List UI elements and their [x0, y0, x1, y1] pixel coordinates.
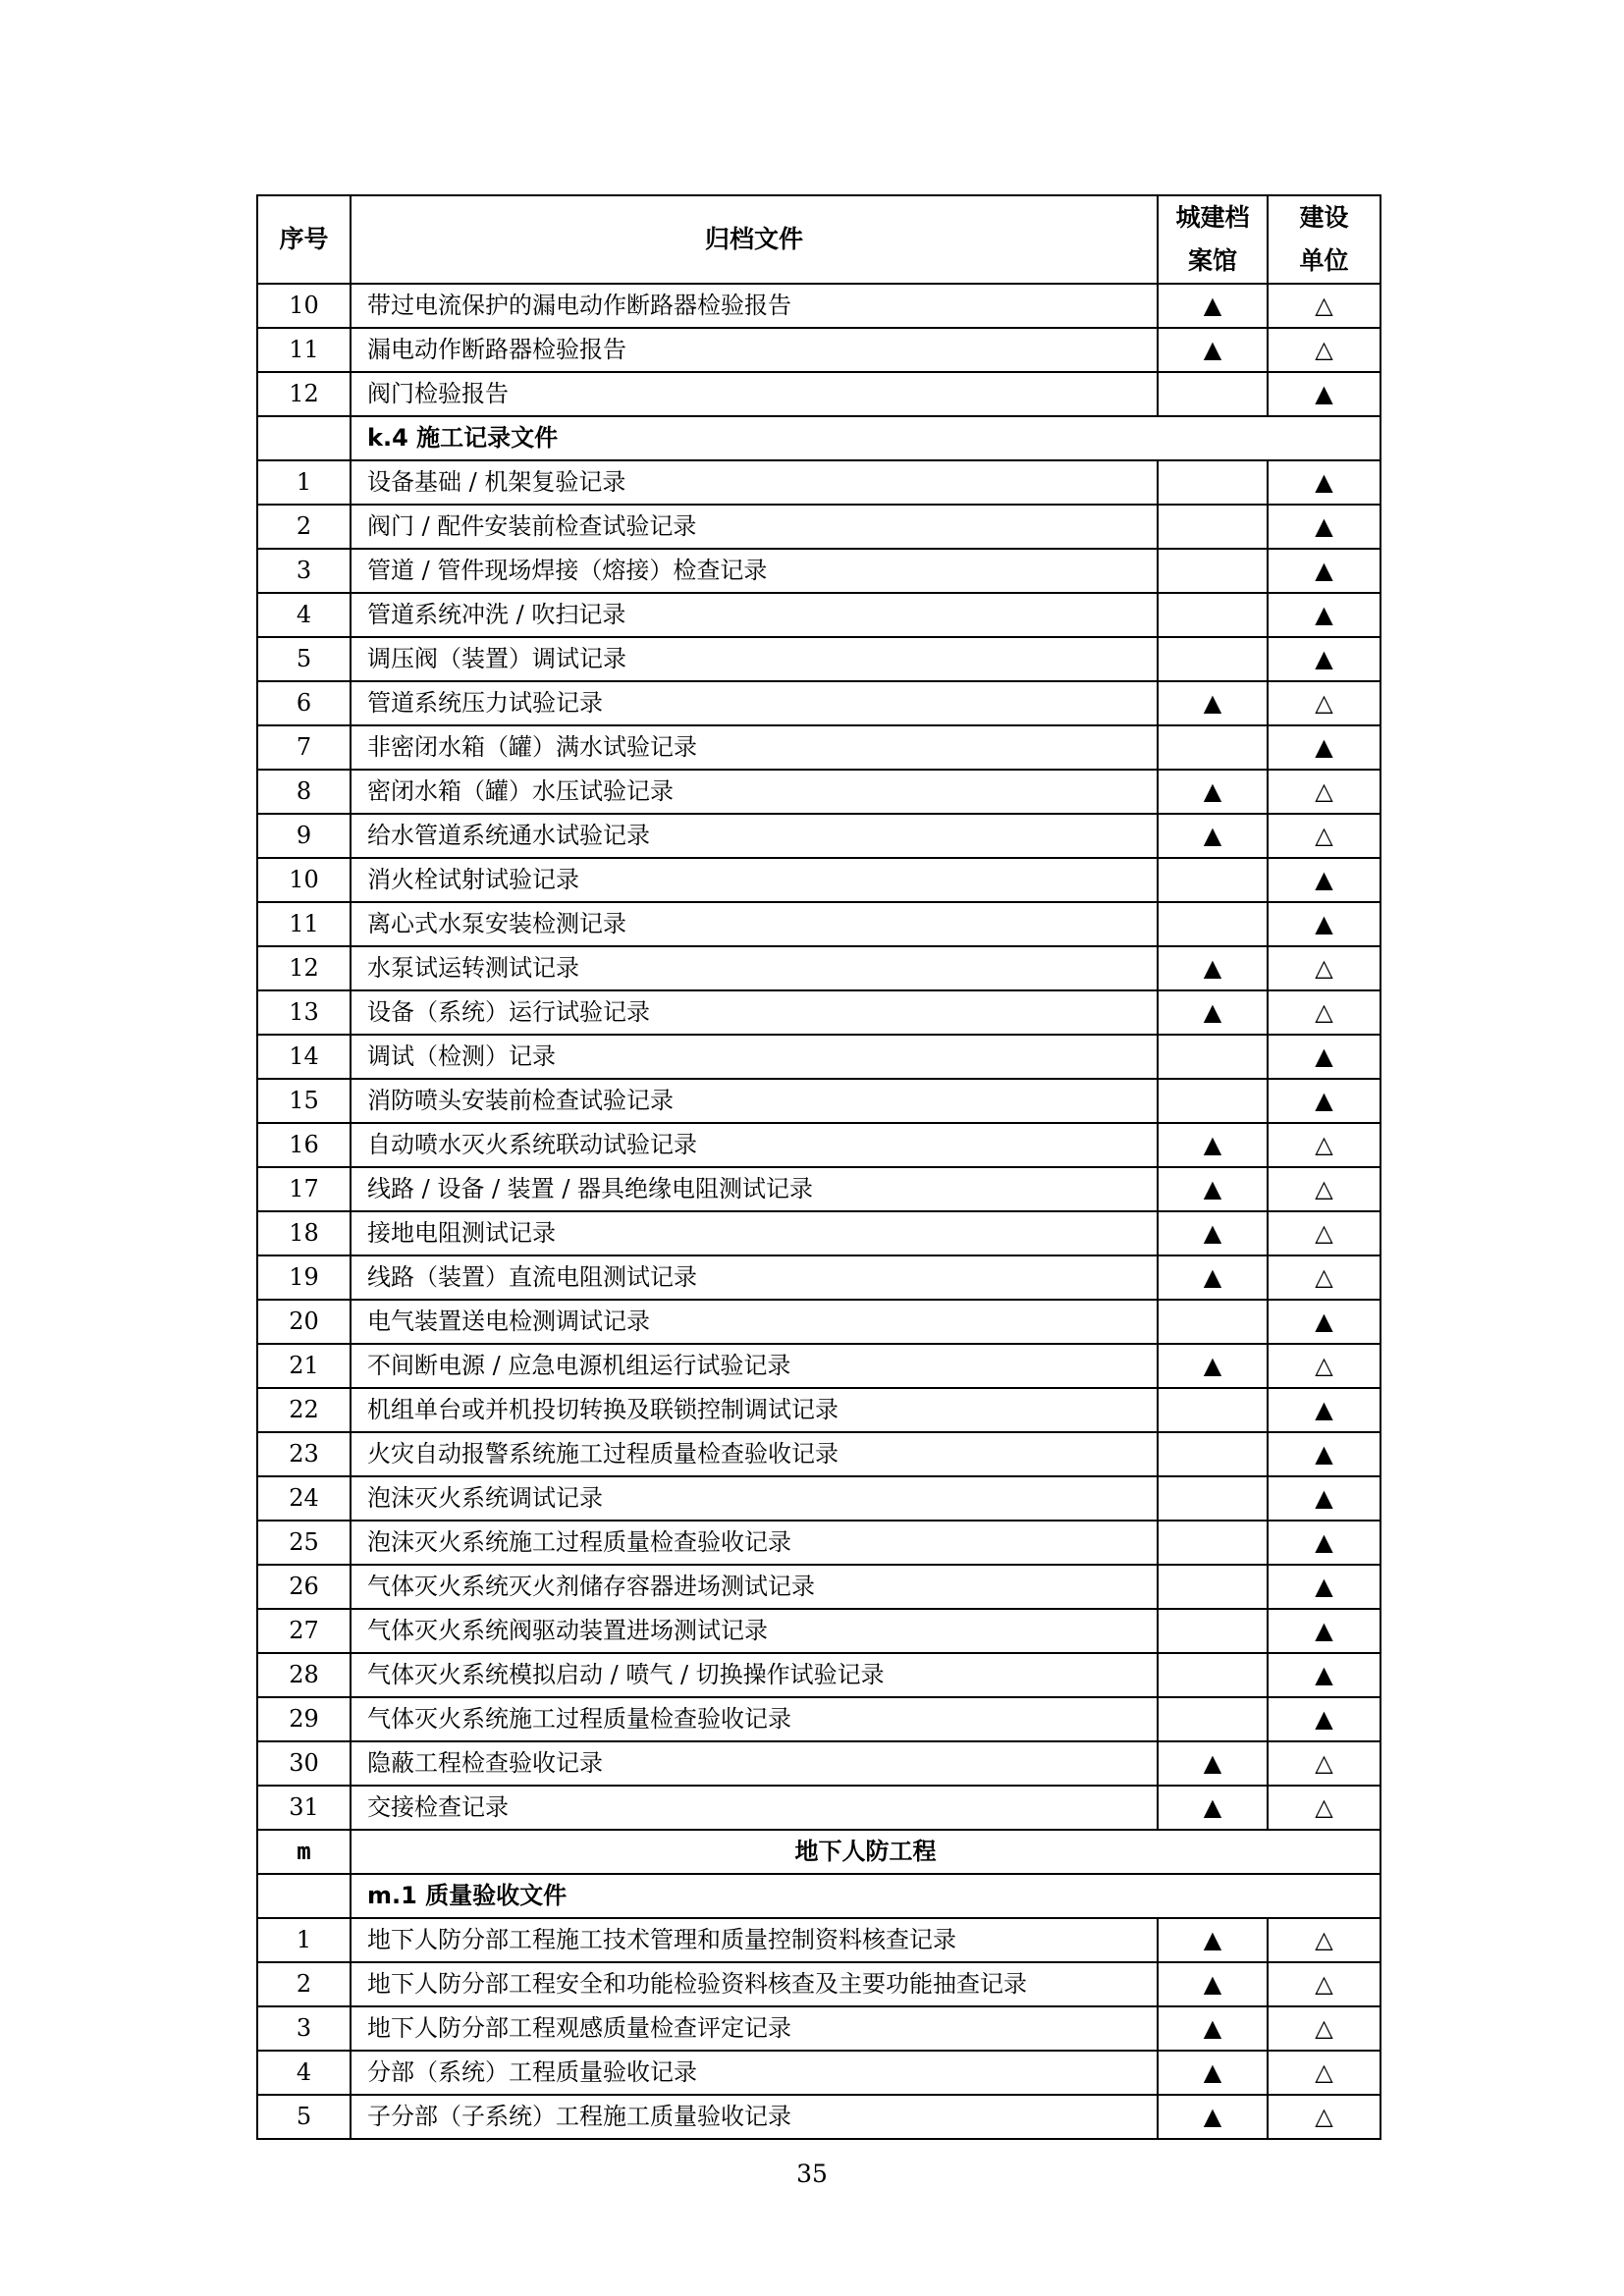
table-row — [257, 1300, 1380, 1344]
row-archive-mark — [1158, 1521, 1268, 1565]
row-unit-mark: ▲ — [1268, 637, 1380, 681]
row-archive-mark — [1158, 1035, 1268, 1079]
row-number: 12 — [257, 372, 351, 416]
row-file-name: 水泵试运转测试记录 — [351, 946, 1158, 990]
row-unit-mark: ▲ — [1268, 549, 1380, 593]
row-number: 27 — [257, 1609, 351, 1653]
row-number: 30 — [257, 1741, 351, 1786]
row-number: 22 — [257, 1388, 351, 1432]
row-file-name: 电气装置送电检测调试记录 — [351, 1300, 1158, 1344]
row-unit-mark: △ — [1268, 2051, 1380, 2095]
row-archive-mark — [1158, 549, 1268, 593]
row-unit-mark: ▲ — [1268, 1653, 1380, 1697]
row-unit-mark: △ — [1268, 1962, 1380, 2006]
table-row — [257, 1211, 1380, 1255]
table-row — [257, 2095, 1380, 2139]
row-number: 3 — [257, 2006, 351, 2051]
row-number: 4 — [257, 2051, 351, 2095]
row-number: 3 — [257, 549, 351, 593]
header-archive — [1158, 195, 1268, 284]
row-number: 20 — [257, 1300, 351, 1344]
row-unit-mark: ▲ — [1268, 1609, 1380, 1653]
row-file-name: 离心式水泵安装检测记录 — [351, 902, 1158, 946]
row-file-name: 气体灭火系统灭火剂储存容器进场测试记录 — [351, 1565, 1158, 1609]
row-number: 12 — [257, 946, 351, 990]
row-unit-mark: ▲ — [1268, 505, 1380, 549]
row-number: 31 — [257, 1786, 351, 1830]
table-row — [257, 1786, 1380, 1830]
row-file-name: 线路（装置）直流电阻测试记录 — [351, 1255, 1158, 1300]
row-number: 10 — [257, 858, 351, 902]
row-file-name: 地下人防分部工程施工技术管理和质量控制资料核查记录 — [351, 1918, 1158, 1962]
header-unit-line2: 单位 — [1299, 246, 1349, 275]
table-header-row — [257, 195, 1380, 284]
row-file-name: 管道系统冲洗 / 吹扫记录 — [351, 593, 1158, 637]
table-row — [257, 1432, 1380, 1476]
section-title: k.4 施工记录文件 — [351, 416, 1380, 460]
table-row — [257, 2051, 1380, 2095]
row-archive-mark: ▲ — [1158, 770, 1268, 814]
row-archive-mark: ▲ — [1158, 946, 1268, 990]
table-row — [257, 505, 1380, 549]
row-file-name: 给水管道系统通水试验记录 — [351, 814, 1158, 858]
row-number: 17 — [257, 1167, 351, 1211]
row-archive-mark: ▲ — [1158, 1962, 1268, 2006]
row-file-name: 线路 / 设备 / 装置 / 器具绝缘电阻测试记录 — [351, 1167, 1158, 1211]
row-archive-mark — [1158, 593, 1268, 637]
row-number: 6 — [257, 681, 351, 725]
division-title: 地下人防工程 — [351, 1830, 1380, 1874]
row-number: 28 — [257, 1653, 351, 1697]
header-file: 归档文件 — [351, 195, 1158, 284]
row-number: 11 — [257, 328, 351, 372]
table-row — [257, 1476, 1380, 1521]
row-archive-mark — [1158, 1565, 1268, 1609]
row-unit-mark: ▲ — [1268, 725, 1380, 770]
row-number: 14 — [257, 1035, 351, 1079]
row-unit-mark: △ — [1268, 328, 1380, 372]
row-unit-mark: △ — [1268, 2095, 1380, 2139]
row-unit-mark: ▲ — [1268, 1432, 1380, 1476]
row-unit-mark: ▲ — [1268, 1565, 1380, 1609]
table-row — [257, 284, 1380, 328]
row-unit-mark: △ — [1268, 1167, 1380, 1211]
table-row — [257, 2006, 1380, 2051]
row-number: 1 — [257, 1918, 351, 1962]
table-row — [257, 460, 1380, 505]
row-file-name: 带过电流保护的漏电动作断路器检验报告 — [351, 284, 1158, 328]
header-archive-line2: 案馆 — [1187, 246, 1237, 275]
row-unit-mark: △ — [1268, 2006, 1380, 2051]
row-archive-mark — [1158, 1388, 1268, 1432]
table-row — [257, 593, 1380, 637]
row-unit-mark: ▲ — [1268, 372, 1380, 416]
row-file-name: 密闭水箱（罐）水压试验记录 — [351, 770, 1158, 814]
row-archive-mark — [1158, 1653, 1268, 1697]
row-file-name: 隐蔽工程检查验收记录 — [351, 1741, 1158, 1786]
row-number: 26 — [257, 1565, 351, 1609]
row-unit-mark: ▲ — [1268, 902, 1380, 946]
row-unit-mark: △ — [1268, 1123, 1380, 1167]
row-archive-mark: ▲ — [1158, 814, 1268, 858]
row-unit-mark: ▲ — [1268, 460, 1380, 505]
table-row — [257, 946, 1380, 990]
row-file-name: 接地电阻测试记录 — [351, 1211, 1158, 1255]
division-code: m — [257, 1830, 351, 1874]
row-number: 2 — [257, 1962, 351, 2006]
row-number: 1 — [257, 460, 351, 505]
table-row — [257, 328, 1380, 372]
row-number: 13 — [257, 990, 351, 1035]
row-archive-mark: ▲ — [1158, 1918, 1268, 1962]
table-row — [257, 1653, 1380, 1697]
table-row — [257, 637, 1380, 681]
row-number: 5 — [257, 637, 351, 681]
row-unit-mark: ▲ — [1268, 858, 1380, 902]
page-number: 35 — [796, 2160, 828, 2188]
row-archive-mark: ▲ — [1158, 284, 1268, 328]
section-empty-cell — [257, 416, 351, 460]
table-row — [257, 1388, 1380, 1432]
row-number: 11 — [257, 902, 351, 946]
table-row — [257, 1079, 1380, 1123]
row-number: 10 — [257, 284, 351, 328]
row-file-name: 泡沫灭火系统施工过程质量检查验收记录 — [351, 1521, 1158, 1565]
row-unit-mark: △ — [1268, 1741, 1380, 1786]
table-row — [257, 1697, 1380, 1741]
row-unit-mark: ▲ — [1268, 1388, 1380, 1432]
row-file-name: 阀门检验报告 — [351, 372, 1158, 416]
section-title: m.1 质量验收文件 — [351, 1874, 1380, 1918]
row-archive-mark: ▲ — [1158, 2051, 1268, 2095]
row-archive-mark: ▲ — [1158, 1123, 1268, 1167]
row-archive-mark: ▲ — [1158, 1741, 1268, 1786]
table-row — [257, 902, 1380, 946]
header-unit — [1268, 195, 1380, 284]
table-row — [257, 549, 1380, 593]
row-archive-mark — [1158, 858, 1268, 902]
row-number: 5 — [257, 2095, 351, 2139]
row-archive-mark: ▲ — [1158, 2095, 1268, 2139]
row-archive-mark: ▲ — [1158, 990, 1268, 1035]
row-file-name: 地下人防分部工程观感质量检查评定记录 — [351, 2006, 1158, 2051]
row-file-name: 气体灭火系统模拟启动 / 喷气 / 切换操作试验记录 — [351, 1653, 1158, 1697]
row-archive-mark: ▲ — [1158, 1211, 1268, 1255]
row-unit-mark: △ — [1268, 1786, 1380, 1830]
table-row — [257, 1521, 1380, 1565]
section-row — [257, 1874, 1380, 1918]
row-file-name: 调试（检测）记录 — [351, 1035, 1158, 1079]
row-number: 15 — [257, 1079, 351, 1123]
row-archive-mark — [1158, 505, 1268, 549]
row-file-name: 子分部（子系统）工程施工质量验收记录 — [351, 2095, 1158, 2139]
section-empty-cell — [257, 1874, 351, 1918]
table-row — [257, 372, 1380, 416]
row-file-name: 不间断电源 / 应急电源机组运行试验记录 — [351, 1344, 1158, 1388]
row-file-name: 地下人防分部工程安全和功能检验资料核查及主要功能抽查记录 — [351, 1962, 1158, 2006]
table-row — [257, 1123, 1380, 1167]
table-row — [257, 1565, 1380, 1609]
row-unit-mark: △ — [1268, 1255, 1380, 1300]
row-archive-mark — [1158, 460, 1268, 505]
row-unit-mark: △ — [1268, 1918, 1380, 1962]
row-archive-mark — [1158, 725, 1268, 770]
row-archive-mark: ▲ — [1158, 1786, 1268, 1830]
row-unit-mark: ▲ — [1268, 1476, 1380, 1521]
header-archive-line1: 城建档 — [1175, 203, 1250, 232]
row-unit-mark: ▲ — [1268, 593, 1380, 637]
table-row — [257, 858, 1380, 902]
row-archive-mark: ▲ — [1158, 328, 1268, 372]
row-number: 21 — [257, 1344, 351, 1388]
table-row — [257, 1344, 1380, 1388]
row-archive-mark — [1158, 1432, 1268, 1476]
row-file-name: 自动喷水灭火系统联动试验记录 — [351, 1123, 1158, 1167]
row-archive-mark — [1158, 372, 1268, 416]
row-archive-mark: ▲ — [1158, 2006, 1268, 2051]
table-row — [257, 1035, 1380, 1079]
table-row — [257, 814, 1380, 858]
row-unit-mark: ▲ — [1268, 1521, 1380, 1565]
row-file-name: 泡沫灭火系统调试记录 — [351, 1476, 1158, 1521]
row-file-name: 阀门 / 配件安装前检查试验记录 — [351, 505, 1158, 549]
row-file-name: 漏电动作断路器检验报告 — [351, 328, 1158, 372]
table-row — [257, 1167, 1380, 1211]
row-unit-mark: △ — [1268, 681, 1380, 725]
row-archive-mark — [1158, 1697, 1268, 1741]
row-file-name: 设备（系统）运行试验记录 — [351, 990, 1158, 1035]
row-number: 24 — [257, 1476, 351, 1521]
row-file-name: 气体灭火系统施工过程质量检查验收记录 — [351, 1697, 1158, 1741]
row-unit-mark: △ — [1268, 770, 1380, 814]
row-file-name: 管道系统压力试验记录 — [351, 681, 1158, 725]
row-number: 9 — [257, 814, 351, 858]
row-number: 18 — [257, 1211, 351, 1255]
archive-file-table — [256, 194, 1381, 2140]
row-number: 8 — [257, 770, 351, 814]
row-number: 23 — [257, 1432, 351, 1476]
row-number: 7 — [257, 725, 351, 770]
table-row — [257, 770, 1380, 814]
row-unit-mark: △ — [1268, 1211, 1380, 1255]
row-number: 25 — [257, 1521, 351, 1565]
row-unit-mark: ▲ — [1268, 1300, 1380, 1344]
table-row — [257, 725, 1380, 770]
row-archive-mark: ▲ — [1158, 681, 1268, 725]
table-row — [257, 1962, 1380, 2006]
row-number: 4 — [257, 593, 351, 637]
table-row — [257, 990, 1380, 1035]
row-archive-mark — [1158, 1609, 1268, 1653]
row-archive-mark — [1158, 902, 1268, 946]
row-unit-mark: △ — [1268, 814, 1380, 858]
header-seq: 序号 — [257, 195, 351, 284]
row-file-name: 非密闭水箱（罐）满水试验记录 — [351, 725, 1158, 770]
row-number: 19 — [257, 1255, 351, 1300]
row-archive-mark — [1158, 637, 1268, 681]
row-archive-mark — [1158, 1476, 1268, 1521]
row-archive-mark — [1158, 1300, 1268, 1344]
row-number: 29 — [257, 1697, 351, 1741]
division-row — [257, 1830, 1380, 1874]
row-unit-mark: △ — [1268, 284, 1380, 328]
row-unit-mark: ▲ — [1268, 1079, 1380, 1123]
table-row — [257, 1609, 1380, 1653]
row-file-name: 机组单台或并机投切转换及联锁控制调试记录 — [351, 1388, 1158, 1432]
section-row — [257, 416, 1380, 460]
table-row — [257, 1255, 1380, 1300]
row-file-name: 消火栓试射试验记录 — [351, 858, 1158, 902]
row-unit-mark: △ — [1268, 1344, 1380, 1388]
row-archive-mark: ▲ — [1158, 1167, 1268, 1211]
row-archive-mark — [1158, 1079, 1268, 1123]
table-row — [257, 1741, 1380, 1786]
row-file-name: 火灾自动报警系统施工过程质量检查验收记录 — [351, 1432, 1158, 1476]
header-unit-line1: 建设 — [1299, 203, 1349, 232]
row-file-name: 气体灭火系统阀驱动装置进场测试记录 — [351, 1609, 1158, 1653]
row-unit-mark: ▲ — [1268, 1697, 1380, 1741]
table-body — [257, 284, 1380, 2139]
table-row — [257, 1918, 1380, 1962]
row-number: 16 — [257, 1123, 351, 1167]
row-archive-mark: ▲ — [1158, 1255, 1268, 1300]
table-row — [257, 681, 1380, 725]
row-file-name: 管道 / 管件现场焊接（熔接）检查记录 — [351, 549, 1158, 593]
row-file-name: 调压阀（装置）调试记录 — [351, 637, 1158, 681]
row-file-name: 交接检查记录 — [351, 1786, 1158, 1830]
row-file-name: 分部（系统）工程质量验收记录 — [351, 2051, 1158, 2095]
row-unit-mark: △ — [1268, 990, 1380, 1035]
row-archive-mark: ▲ — [1158, 1344, 1268, 1388]
row-number: 2 — [257, 505, 351, 549]
row-file-name: 设备基础 / 机架复验记录 — [351, 460, 1158, 505]
row-file-name: 消防喷头安装前检查试验记录 — [351, 1079, 1158, 1123]
row-unit-mark: ▲ — [1268, 1035, 1380, 1079]
row-unit-mark: △ — [1268, 946, 1380, 990]
